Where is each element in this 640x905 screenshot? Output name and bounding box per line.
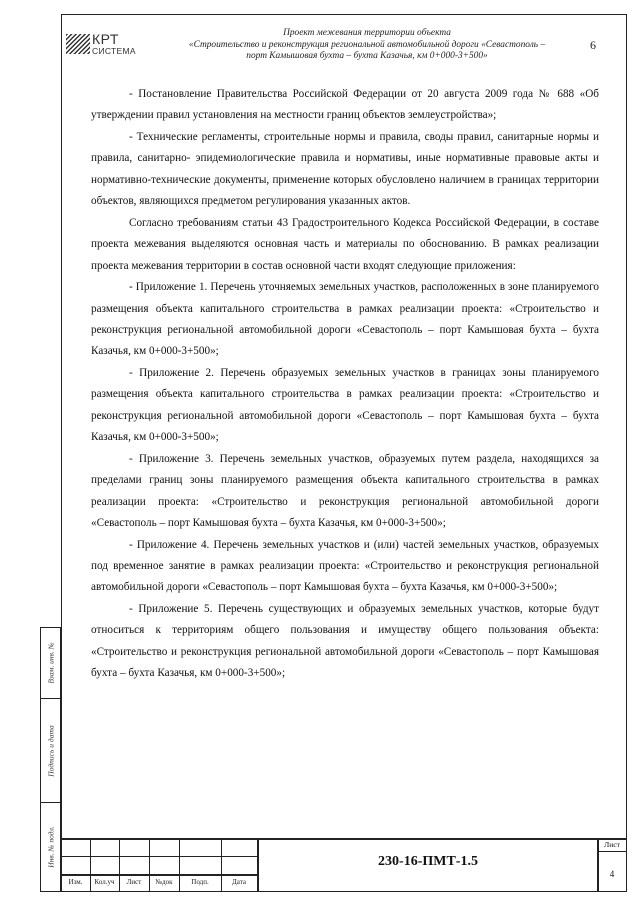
company-logo [66,32,148,58]
header-page-number: 6 [590,38,596,52]
title-block [61,838,627,892]
stamp-cell-sign-date [40,698,61,803]
tb-label-podp: Подп. [191,878,209,886]
tb-line-top [61,838,627,840]
body-text [91,84,599,685]
paragraph: - Приложение 2. Перечень образуемых земельных участков в границах зоны планируемого размещения объекта капитального строительства в рамках реализации проекта: «Строительство и реконструкция региональной автомобильной дороги «Севастополь – порт Камышовая бухта – бухта Казачья, км 0+000-3+500»; [91,366,599,444]
paragraph: - Приложение 3. Перечень земельных участков, образуемых путем раздела, находящихся за пределами границ зоны планируемого размещения объекта капитального строительства в рамках реализации проекта: «Строительство и реконструкция региональной автомобильной дороги «Севастополь – порт Камышовая бухта – бухта Казачья, км 0+000-3+500»; [91,452,599,530]
tb-line-sheet [597,851,627,852]
document-code: 230-16-ПМТ-1.5 [378,854,478,869]
tb-label-data: Дата [232,878,246,886]
header-line-2: «Строительство и реконструкция региональной автомобильной дороги «Севастополь – [188,39,546,50]
paragraph: - Приложение 5. Перечень существующих и образуемых земельных участков, которые будут относиться к территориям общего пользования и имуществу общего пользования объекта: «Строительство и реконструкция региональной автомобильной дороги «Севастополь – порт Камышовая бухта – бухта Казачья, км 0+000-3+500»; [91,602,599,680]
paragraph: - Постановление Правительства Российской Федерации от 20 августа 2009 года № 688 «Об утверждении правил установления на местности границ объектов землеустройства»; [91,88,599,122]
sheet-label: Лист [604,840,620,849]
tb-line-v6 [257,838,259,892]
header-line-1: Проект межевания территории объекта [283,28,451,38]
paragraph: - Технические регламенты, строительные нормы и правила, своды правил, санитарные нормы и правила, санитарно- эпидемиологические правила и нормативы, иные нормативные правовые акты и нормативно-технические документы, применение которых обусловлено наличием в границах территории объектов, являющихся предметом регулирования указанных актов. [91,130,599,208]
stamp-label-sign-date: Подпись и дата [46,724,55,777]
stamp-cell-inv-replace [40,627,61,699]
stamp-label-inv-replace: Взам. инв. № [46,642,55,684]
paragraph: Согласно требованиям статьи 43 Градостроительного Кодекса Российской Федерации, в составе проекта межевания выделяются основная часть и материалы по обоснованию. В рамках реализации проекта межевания территории в состав основной части входят следующие приложения: [91,216,599,272]
header-line-3: порт Камышовая бухта – бухта Казачья, км 0+000-3+500» [246,51,488,61]
tb-label-kol-uch: Кол.уч [94,878,115,886]
logo-sub-text: СИСТЕМА [92,46,136,56]
left-margin-stamp [40,627,61,892]
running-header [152,28,582,63]
sheet-number: 4 [609,869,615,879]
stamp-label-inv-orig: Инв. № подл. [46,826,55,868]
paragraph: - Приложение 1. Перечень уточняемых земельных участков, расположенных в зоне планируемого размещения объекта капитального строительства в рамках реализации проекта: «Строительство и реконструкция региональной автомобильной дороги «Севастополь – порт Камышовая бухта – бухта Казачья, км 0+000-3+500»; [91,281,599,358]
tb-label-list: Лист [126,878,142,886]
paragraph: - Приложение 4. Перечень земельных участков и (или) частей земельных участков, образуемых под временное занятие в рамках реализации проекта: «Строительство и реконструкция региональной автомобильной дороги «Севастополь – порт Камышовая бухта – бухта Казачья, км 0+000-3+500»; [91,538,599,594]
tb-label-ndok: №док [155,878,173,886]
tb-label-izm: Изм. [68,878,83,886]
logo-stripes-icon [66,34,90,54]
stamp-cell-inv-orig [40,802,61,892]
logo-main-text: КРТ [92,31,119,47]
